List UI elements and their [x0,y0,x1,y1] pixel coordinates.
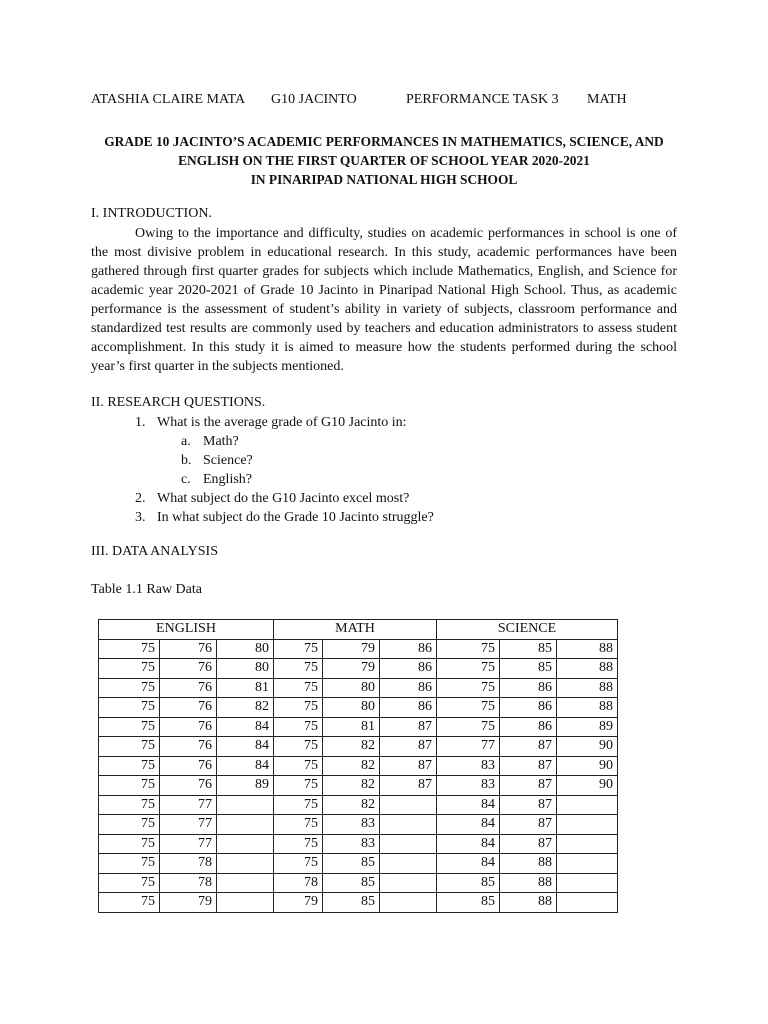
raw-data-body [99,639,618,912]
table-cell: 84 [437,795,500,815]
table-cell: 87 [380,737,437,757]
table-row [99,717,618,737]
table-cell: 80 [323,678,380,698]
title-line-2: ENGLISH ON THE FIRST QUARTER OF SCHOOL YEAR 2020-2021 [178,153,590,168]
table-cell: 83 [323,815,380,835]
table-cell [380,795,437,815]
table-cell [380,815,437,835]
table-cell: 84 [217,756,274,776]
table-cell: 75 [274,717,323,737]
table-cell: 87 [380,756,437,776]
table-cell: 75 [99,639,160,659]
title-line-1: GRADE 10 JACINTO’S ACADEMIC PERFORMANCES IN MATHEMATICS, SCIENCE, AND [104,134,664,149]
table-cell: 75 [99,756,160,776]
table-cell: 75 [437,717,500,737]
introduction-heading: I. INTRODUCTION. [91,206,212,221]
table-cell: 89 [217,776,274,796]
table-cell [380,873,437,893]
table-cell: 90 [557,776,618,796]
table-cell: 85 [323,873,380,893]
table-cell: 85 [437,893,500,913]
table-cell: 76 [160,639,217,659]
table-cell: 75 [99,659,160,679]
table-row [99,776,618,796]
table-cell: 76 [160,717,217,737]
table-cell: 88 [557,659,618,679]
table-cell: 80 [217,639,274,659]
table-cell [557,795,618,815]
table-cell: 76 [160,756,217,776]
table-cell [557,893,618,913]
table-cell: 90 [557,737,618,757]
table-cell: 75 [99,776,160,796]
table-cell [557,854,618,874]
table-cell [217,893,274,913]
table-cell: 86 [380,698,437,718]
task-label: PERFORMANCE TASK 3 [406,92,559,107]
list-item: 1. What is the average grade of G10 Jacinto in: [135,415,407,430]
table-row [99,854,618,874]
table-cell: 83 [437,776,500,796]
table-cell: 75 [274,795,323,815]
column-header-math: MATH [274,620,437,640]
table-cell [217,795,274,815]
column-header-english: ENGLISH [99,620,274,640]
table-cell: 86 [500,698,557,718]
list-item: b. Science? [181,453,253,468]
table-cell: 76 [160,776,217,796]
table-cell [557,834,618,854]
table-cell: 82 [323,737,380,757]
table-cell: 81 [217,678,274,698]
table-cell: 82 [217,698,274,718]
table-cell: 86 [500,717,557,737]
table-row [99,795,618,815]
table-cell: 77 [160,834,217,854]
document-title [60,132,708,189]
table-cell: 87 [500,776,557,796]
table-cell: 83 [323,834,380,854]
table-cell: 87 [500,737,557,757]
table-cell: 78 [160,854,217,874]
table-row [99,678,618,698]
table-cell: 84 [217,717,274,737]
table-cell: 75 [99,717,160,737]
table-cell: 88 [500,854,557,874]
table-row [99,873,618,893]
table-cell: 76 [160,678,217,698]
student-section: G10 JACINTO [271,92,357,107]
table-row [99,698,618,718]
table-row [99,659,618,679]
table-cell: 75 [99,737,160,757]
list-item: 3. In what subject do the Grade 10 Jacinto struggle? [135,510,434,525]
title-line-3: IN PINARIPAD NATIONAL HIGH SCHOOL [250,172,518,187]
table-cell: 75 [274,659,323,679]
data-analysis-heading: III. DATA ANALYSIS [91,544,218,559]
table-cell: 75 [274,737,323,757]
table-cell [557,815,618,835]
table-cell: 75 [437,639,500,659]
table-cell: 85 [323,893,380,913]
table-cell: 79 [323,639,380,659]
table-cell: 88 [557,678,618,698]
table-cell: 75 [437,698,500,718]
table-cell: 88 [500,893,557,913]
research-questions-heading: II. RESEARCH QUESTIONS. [91,395,266,410]
table-cell: 87 [380,717,437,737]
table-cell: 88 [500,873,557,893]
table-cell [217,873,274,893]
table-caption: Table 1.1 Raw Data [91,582,202,597]
table-cell: 84 [437,815,500,835]
table-cell: 88 [557,698,618,718]
column-header-science: SCIENCE [437,620,618,640]
table-cell: 75 [274,698,323,718]
table-cell: 75 [274,678,323,698]
table-cell [380,834,437,854]
subject-label: MATH [587,92,627,107]
table-cell: 79 [274,893,323,913]
table-cell: 75 [274,776,323,796]
table-row [99,893,618,913]
table-cell: 77 [160,815,217,835]
research-questions-list [91,413,677,527]
table-cell: 75 [437,659,500,679]
table-cell: 87 [500,795,557,815]
table-cell: 76 [160,737,217,757]
table-cell: 87 [500,815,557,835]
table-cell: 87 [500,834,557,854]
table-cell: 80 [217,659,274,679]
table-cell: 84 [437,834,500,854]
list-item: a. Math? [181,434,239,449]
table-cell: 85 [323,854,380,874]
table-cell: 86 [380,659,437,679]
table-cell: 86 [500,678,557,698]
raw-data-table [98,619,618,913]
table-cell: 75 [274,834,323,854]
table-row [99,639,618,659]
table-row [99,815,618,835]
introduction-paragraph [91,224,677,376]
table-cell: 82 [323,756,380,776]
table-row [99,756,618,776]
table-cell: 78 [274,873,323,893]
table-cell: 75 [99,893,160,913]
table-cell: 84 [217,737,274,757]
table-cell [217,854,274,874]
table-cell: 75 [274,756,323,776]
table-cell [380,893,437,913]
table-cell: 85 [437,873,500,893]
table-cell: 75 [99,678,160,698]
table-cell: 87 [380,776,437,796]
table-cell: 77 [160,795,217,815]
table-cell: 77 [437,737,500,757]
table-cell: 85 [500,639,557,659]
table-cell: 76 [160,698,217,718]
table-header-row [99,620,618,640]
table-cell: 79 [160,893,217,913]
table-cell [557,873,618,893]
table-cell: 90 [557,756,618,776]
table-cell [217,834,274,854]
table-row [99,834,618,854]
table-cell: 87 [500,756,557,776]
table-cell: 86 [380,639,437,659]
table-row [99,737,618,757]
introduction-body: Owing to the importance and difficulty, studies on academic performances in school is one of the most divisive problem in educational research. In this study, academic performances have been gathered through first quarter grades for subjects which include Mathematics, English, and Science for academic year 2020-2021 of Grade 10 Jacinto in Pinaripad National High School. Thus, as academic performance is the assessment of student’s ability in variety of subjects, classroom performance and standardized test results are commonly used by teachers and education administrators to assess student accomplishment. In this study it is aimed to measure how the students performed during the school year’s first quarter in the subjects mentioned. [91,226,677,374]
table-cell: 75 [274,815,323,835]
table-cell: 79 [323,659,380,679]
table-cell: 89 [557,717,618,737]
table-cell: 83 [437,756,500,776]
table-cell: 75 [274,854,323,874]
table-cell: 80 [323,698,380,718]
list-item: 2. What subject do the G10 Jacinto excel most? [135,491,410,506]
list-item: c. English? [181,472,252,487]
table-cell [380,854,437,874]
table-cell: 75 [274,639,323,659]
table-cell: 82 [323,776,380,796]
table-cell: 75 [99,795,160,815]
table-cell: 81 [323,717,380,737]
table-cell: 75 [437,678,500,698]
table-cell: 84 [437,854,500,874]
table-cell: 78 [160,873,217,893]
table-cell: 75 [99,698,160,718]
table-cell: 82 [323,795,380,815]
table-cell [217,815,274,835]
table-cell: 75 [99,834,160,854]
table-cell: 76 [160,659,217,679]
table-cell: 86 [380,678,437,698]
table-cell: 75 [99,854,160,874]
table-cell: 75 [99,873,160,893]
student-name: ATASHIA CLAIRE MATA [91,92,246,107]
table-cell: 88 [557,639,618,659]
table-cell: 85 [500,659,557,679]
table-cell: 75 [99,815,160,835]
